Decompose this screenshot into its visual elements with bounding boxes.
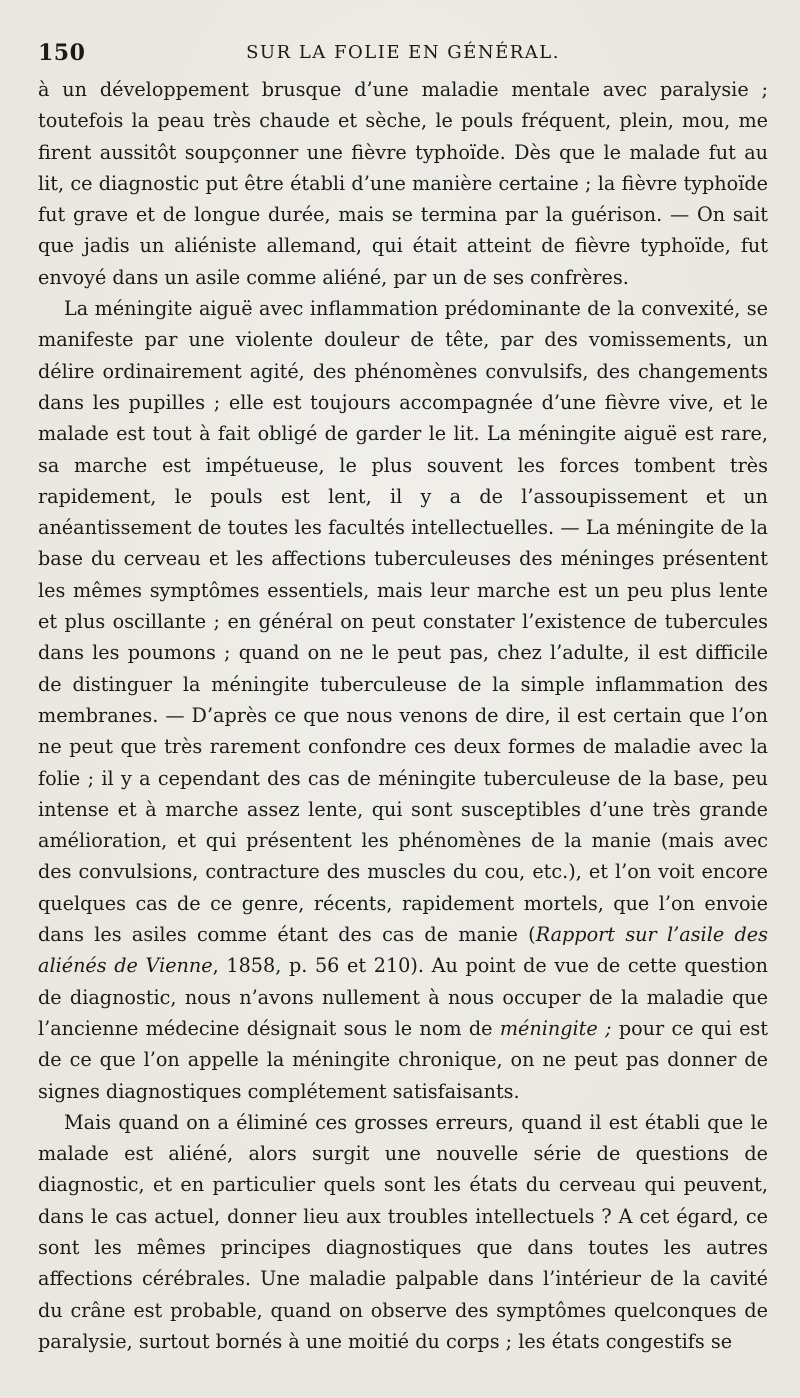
italic-text: méningite ; — [499, 1016, 612, 1040]
text-run: Mais quand on a éliminé ces grosses erreurs, quand il est établi que le malade est aliéné, alors surgit une nouvelle série de questions de diagnostic, et en particulier quels sont les états du cerveau qui peuvent, dans le cas actuel, donner lieu aux troubles intellectuels ? A cet égard, ce sont les mêmes principes diagnostiques que dans toutes les autres affections cérébrales. Une maladie palpable dans l’intérieur de la cavité du crâne est probable, quand on observe des symptômes quelconques de paralysie, surtout bornés à une moitié du corps ; les états congestifs se — [38, 1110, 768, 1353]
paragraph — [38, 293, 768, 1107]
text-run: La méningite aiguë avec inflammation prédominante de la convexité, se manifeste par une violente douleur de tête, par des vomissements, un délire ordinairement agité, des phénomènes convulsifs, des changements dans les pupilles ; elle est toujours accompagnée d’une fièvre vive, et le malade est tout à fait obligé de garder le lit. La méningite aiguë est rare, sa marche est impétueuse, le plus souvent les forces tombent très rapidement, le pouls est lent, il y a de l’assoupissement et un anéantissement de toutes les facultés intellectuelles. — La méningite de la base du cerveau et les affections tuberculeuses des méninges présentent les mêmes symptômes essentiels, mais leur marche est un peu plus lente et plus oscillante ; en général on peut constater l’existence de tubercules dans les poumons ; quand on ne le peut pas, chez l’adulte, il est difficile de distinguer la méningite tuberculeuse de la simple inflammation des membranes. — D’après ce que nous venons de dire, il est certain que l’on ne peut que très rarement confondre ces deux formes de maladie avec la folie ; il y a cependant des cas de méningite tuberculeuse de la base, peu intense et à marche assez lente, qui sont susceptibles d’une très grande amélioration, et qui présentent les phénomènes de la manie (mais avec des convulsions, contracture des muscles du cou, etc.), et l’on voit encore quelques cas de ce genre, récents, rapidement mortels, que l’on envoie dans les asiles comme étant des cas de manie ( — [38, 297, 768, 947]
page-number: 150 — [38, 40, 86, 66]
paragraph — [38, 74, 768, 293]
running-header — [38, 40, 768, 74]
text-run: à un développement brusque d’une maladie mentale avec paralysie ; toutefois la peau très chaude et sèche, le pouls fréquent, plein, mou, me firent aussitôt soupçonner une fièvre typhoïde. Dès que le malade fut au lit, ce diagnostic put être établi d’une manière certaine ; la fièvre typhoïde fut grave et de longue durée, mais se termina par la guérison. — On sait que jadis un aliéniste allemand, qui était atteint de fièvre typhoïde, fut envoyé dans un asile comme aliéné, par un de ses confrères. — [38, 78, 768, 289]
text-run: , 1858, p. 56 et 210). Au point de vue de cette question de diagnostic, nous n’avons nullement à nous occuper de la maladie que l’ancienne médecine désignait sous le nom de — [38, 954, 768, 1040]
italic-text: Rapport sur l’asile des aliénés de Vienne — [38, 923, 768, 978]
body-text — [38, 74, 768, 1357]
running-title: SUR LA FOLIE EN GÉNÉRAL. — [246, 42, 560, 63]
paragraph — [38, 1107, 768, 1357]
text-run: pour ce qui est de ce que l’on appelle la méningite chronique, on ne peut pas donner de signes diagnostiques complétement satisfaisants. — [38, 1016, 768, 1103]
